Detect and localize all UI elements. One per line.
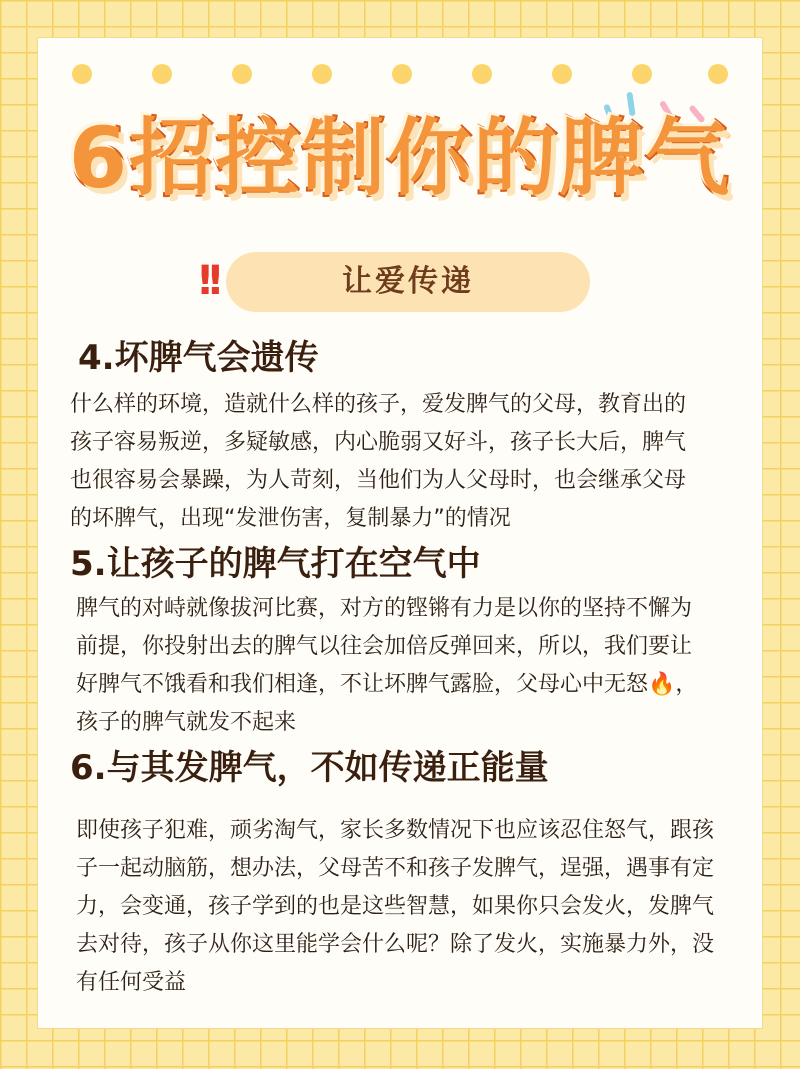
section-paragraph xyxy=(76,590,748,742)
dot-icon xyxy=(232,64,252,84)
page-title: 6招控制你的脾气 xyxy=(68,109,732,207)
paragraph-line: 力，会变通，孩子学到的也是这些智慧，如果你只会发火，发脾气 xyxy=(76,894,715,919)
dot-icon xyxy=(632,64,652,84)
section-paragraph xyxy=(76,812,748,1002)
double-exclamation-icon: !! xyxy=(196,258,217,304)
section-heading-text: 5.让孩子的脾气打在空气中 xyxy=(70,544,481,584)
dot-icon xyxy=(72,64,92,84)
paragraph-line: 前提，你投射出去的脾气以往会加倍反弹回来，所以，我们要让 xyxy=(76,634,693,659)
dot-icon xyxy=(708,64,728,84)
dot-icon xyxy=(312,64,332,84)
paragraph-line: 脾气的对峙就像拔河比赛，对方的铿锵有力是以你的坚持不懈为 xyxy=(76,596,693,621)
dot-icon xyxy=(472,64,492,84)
paragraph-line: 子一起动脑筋，想办法，父母苦不和孩子发脾气，逞强，遇事有定 xyxy=(76,856,715,881)
paragraph-line: 孩子的脾气就发不起来 xyxy=(76,710,297,735)
paragraph-line: 即使孩子犯难，顽劣淘气，家长多数情况下也应该忍住怒气，跟孩 xyxy=(76,818,715,843)
paragraph-line: 什么样的环境，造就什么样的孩子，爱发脾气的父母，教育出的 xyxy=(70,392,687,417)
paragraph-line: 去对待，孩子从你这里能学会什么呢？除了发火，实施暴力外，没 xyxy=(76,932,715,957)
paragraph-line: 好脾气不饿看和我们相逢，不让坏脾气露脸，父母心中无怒🔥， xyxy=(76,672,698,697)
decorative-dots xyxy=(72,64,732,86)
section-heading-text: 6.与其发脾气，不如传递正能量 xyxy=(70,748,549,788)
section-heading xyxy=(78,336,319,380)
paragraph-line: 的坏脾气，出现“发泄伤害，复制暴力”的情况 xyxy=(70,506,511,531)
section-paragraph xyxy=(70,386,742,538)
paragraph-line: 也很容易会暴躁，为人苛刻，当他们为人父母时，也会继承父母 xyxy=(70,468,687,493)
paragraph-line: 孩子容易叛逆，多疑敏感，内心脆弱又好斗，孩子长大后，脾气 xyxy=(70,430,687,455)
subtitle-pill: 让爱传递 xyxy=(226,252,590,312)
dot-icon xyxy=(392,64,412,84)
paragraph-line: 有任何受益 xyxy=(76,970,187,995)
section-heading xyxy=(70,542,481,586)
dot-icon xyxy=(152,64,172,84)
section-heading xyxy=(70,746,549,790)
section-heading-text: 4.坏脾气会遗传 xyxy=(78,338,319,378)
dot-icon xyxy=(552,64,572,84)
